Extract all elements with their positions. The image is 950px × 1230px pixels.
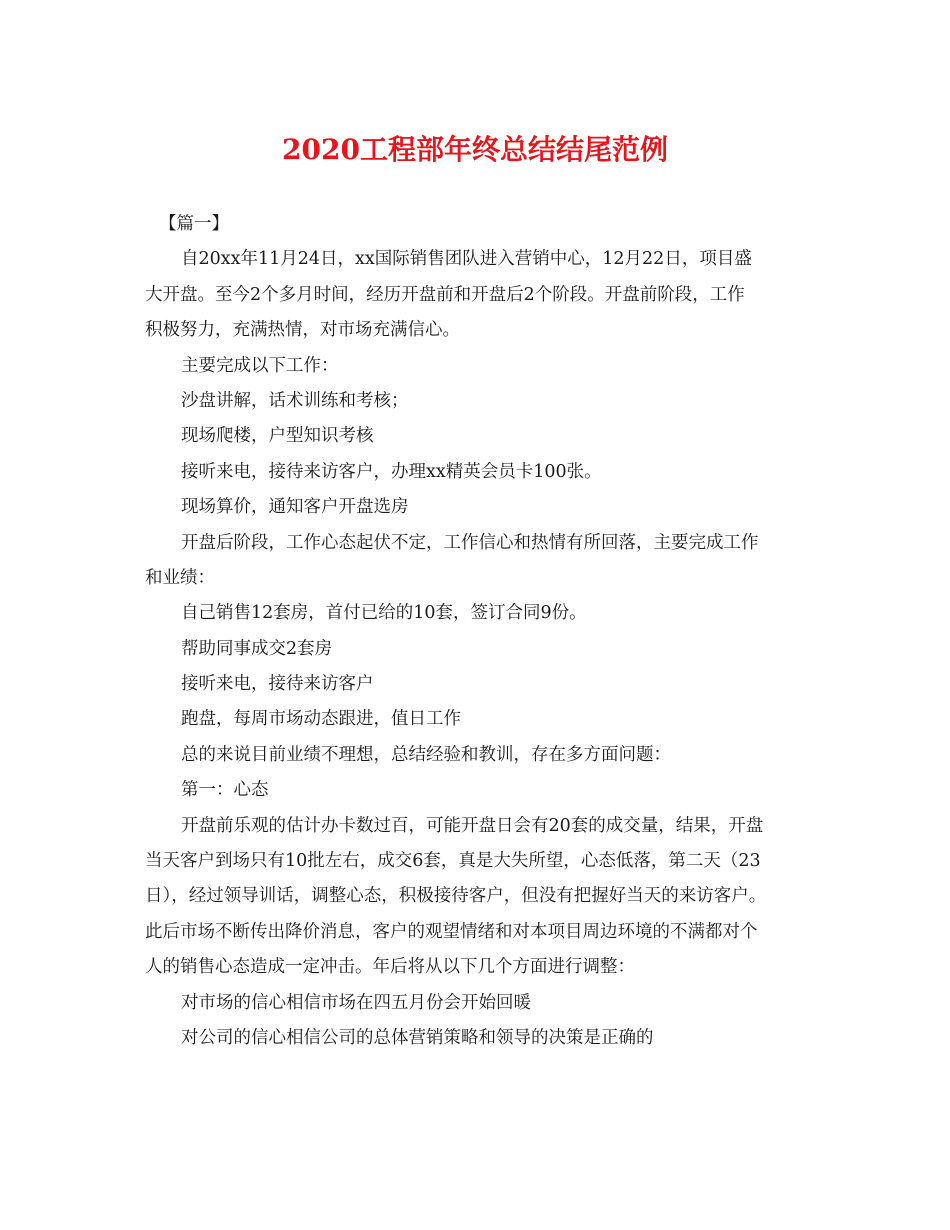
document-body [145, 207, 805, 1056]
paragraph-line: 此后市场不断传出降价消息，客户的观望情绪和对本项目周边环境的不满都对个 [145, 921, 758, 942]
paragraph-line: 接听来电，接待来访客户，办理xx精英会员卡100张。 [181, 461, 602, 482]
paragraph-line: 帮助同事成交2套房 [181, 638, 333, 659]
paragraph-line: 积极努力，充满热情，对市场充满信心。 [145, 320, 460, 341]
paragraph-line: 自20xx年11月24日，xx国际销售团队进入营销中心，12月22日，项目盛 [181, 249, 752, 270]
paragraph-line: 人的销售心态造成一定冲击。年后将从以下几个方面进行调整： [145, 957, 635, 978]
paragraph-line: 沙盘讲解，话术训练和考核； [181, 390, 409, 411]
paragraph-line: 开盘前乐观的估计办卡数过百，可能开盘日会有20套的成交量，结果，开盘 [181, 815, 764, 836]
paragraph-line: 现场算价，通知客户开盘选房 [181, 497, 409, 518]
paragraph-line: 和业绩： [145, 567, 215, 588]
paragraph-line: 日），经过领导训话，调整心态，积极接待客户，但没有把握好当天的来访客户。 [145, 886, 767, 907]
paragraph-line: 对公司的信心相信公司的总体营销策略和领导的决策是正确的 [181, 1027, 654, 1048]
document-title: 2020工程部年终总结结尾范例 [282, 133, 668, 166]
paragraph-line: 接听来电，接待来访客户 [181, 674, 374, 695]
paragraph-line: 大开盘。至今2个多月时间，经历开盘前和开盘后2个阶段。开盘前阶段，工作 [145, 284, 745, 305]
section-label: 【篇一】 [159, 214, 229, 234]
paragraph-line: 对市场的信心相信市场在四五月份会开始回暖 [181, 992, 531, 1013]
paragraph-line: 跑盘，每周市场动态跟进，值日工作 [181, 709, 461, 730]
paragraph-line: 主要完成以下工作： [181, 355, 339, 376]
paragraph-line: 开盘后阶段，工作心态起伏不定，工作信心和热情有所回落，主要完成工作 [181, 532, 759, 553]
paragraph-line: 第一：心态 [181, 780, 269, 801]
paragraph-line: 当天客户到场只有10批左右，成交6套，真是大失所望，心态低落，第二天（23 [145, 851, 761, 872]
paragraph-line: 现场爬楼，户型知识考核 [181, 426, 374, 447]
paragraph-line: 总的来说目前业绩不理想，总结经验和教训，存在多方面问题： [181, 744, 671, 765]
paragraph-line: 自己销售12套房，首付已给的10套，签订合同9份。 [181, 603, 587, 624]
